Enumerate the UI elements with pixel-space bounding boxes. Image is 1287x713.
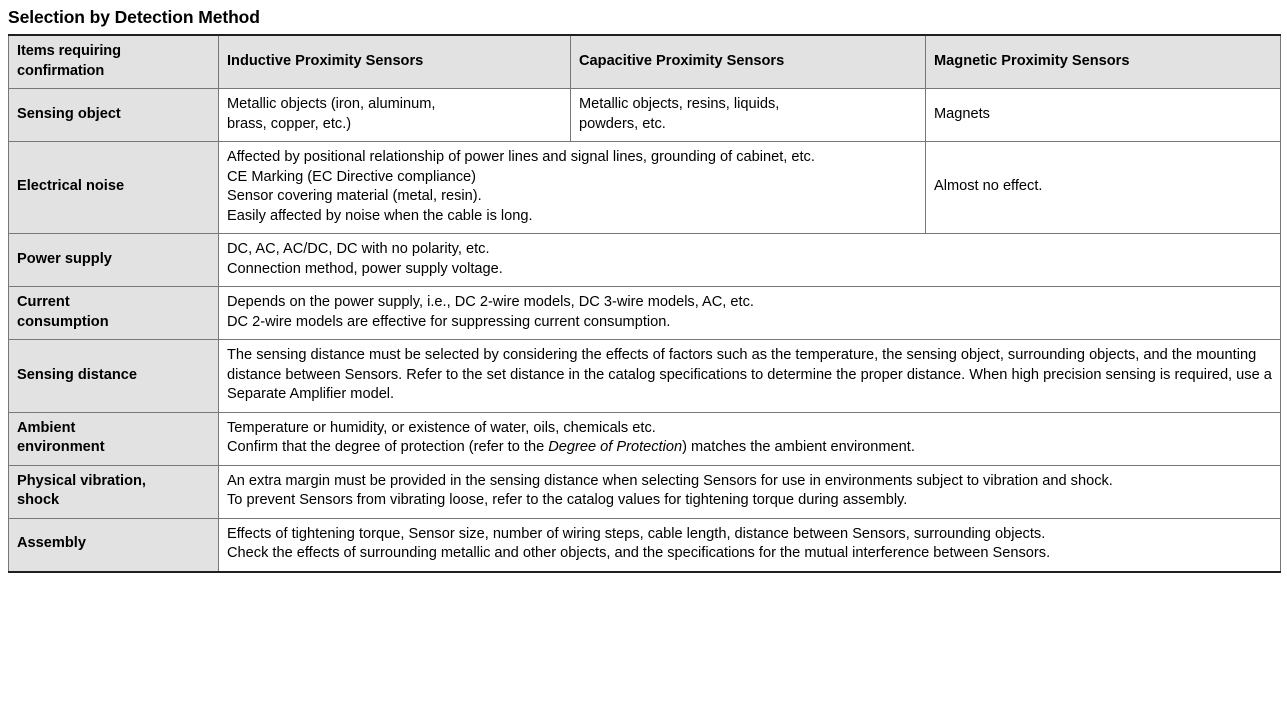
row-label-line-2: consumption [17,313,109,330]
table-row [9,287,1281,340]
column-header-line-2: confirmation [17,62,105,79]
cell-line: powders, etc. [579,115,666,132]
cell-line: Metallic objects, resins, liquids, [579,96,780,112]
table-row [9,89,1281,142]
cell-ambient-environment-all-sensors [219,412,1281,465]
cell-line: Connection method, power supply voltage. [227,260,503,277]
page-title: Selection by Detection Method [8,7,260,27]
table-row [9,465,1281,518]
cell-sensing-object-capacitive [571,89,926,142]
cell-line: brass, copper, etc.) [227,115,352,132]
cell-current-consumption-all-sensors [219,287,1281,340]
row-label-line-2: shock [17,492,60,508]
cell-line: Sensor covering material (metal, resin). [227,188,482,204]
cell-line: An extra margin must be provided in the sensing distance when selecting Sensors for use in environments subject to vibration and shock. [227,472,1113,489]
table-row [9,340,1281,413]
cell-line: Almost no effect. [934,178,1043,195]
row-label-sensing-object: Sensing object [9,89,219,142]
cell-text: ) matches the ambient environment. [682,439,915,455]
row-label-ambient-environment [9,412,219,465]
cell-line: Effects of tightening torque, Sensor size, number of wiring steps, cable length, distance between Sensors, surrounding objects. [227,525,1046,542]
row-label-current-consumption [9,287,219,340]
cell-line: Check the effects of surrounding metallic and other objects, and the specifications for the mutual interference between Sensors. [227,545,1051,561]
table-row [9,412,1281,465]
row-label-assembly: Assembly [9,518,219,572]
cell-line [227,419,1272,439]
column-header-magnetic-proximity-sensors: Magnetic Proximity Sensors [926,35,1281,89]
document-page [0,6,1287,713]
cell-line: DC, AC, AC/DC, DC with no polarity, etc. [227,241,490,257]
cell-line: Easily affected by noise when the cable is long. [227,207,533,224]
row-label-electrical-noise: Electrical noise [9,142,219,234]
row-label-physical-vibration-shock [9,465,219,518]
cell-line: Metallic objects (iron, aluminum, [227,96,436,112]
row-label-line-1: Current [17,294,70,310]
cell-line: Affected by positional relationship of power lines and signal lines, grounding of cabinet, etc. [227,149,815,165]
cell-line: The sensing distance must be selected by considering the effects of factors such as the temperature, the sensing object, surrounding objects, and the mounting distance between Sensors. Refer to the set distance in the catalog specifications to determine the proper distance. When high precision sensing is required, use a Separate Amplifier model. [227,347,1272,402]
row-label-sensing-distance: Sensing distance [9,340,219,413]
table-row [9,142,1281,234]
cell-line: To prevent Sensors from vibrating loose, refer to the catalog values for tightening torque during assembly. [227,492,908,508]
table-row [9,234,1281,287]
cell-text-italic: Degree of Protection [548,439,683,455]
cell-line [227,438,1272,458]
cell-line: Magnets [934,105,990,122]
selection-by-detection-method-table [8,34,1281,573]
cell-text: Confirm that the degree of protection (refer to the [227,439,549,455]
cell-text: Temperature or humidity, or existence of water, oils, chemicals etc. [227,419,656,436]
column-header-capacitive-proximity-sensors: Capacitive Proximity Sensors [571,35,926,89]
column-header-inductive-proximity-sensors: Inductive Proximity Sensors [219,35,571,89]
cell-line: CE Marking (EC Directive compliance) [227,168,476,185]
cell-line: DC 2-wire models are effective for suppressing current consumption. [227,313,671,330]
cell-line: Depends on the power supply, i.e., DC 2-wire models, DC 3-wire models, AC, etc. [227,294,754,310]
row-label-power-supply: Power supply [9,234,219,287]
row-label-line-1: Ambient [17,419,76,436]
table-header-row [9,35,1281,89]
cell-physical-vibration-shock-all-sensors [219,465,1281,518]
cell-sensing-object-inductive [219,89,571,142]
cell-assembly-all-sensors [219,518,1281,572]
column-header-items-requiring-confirmation [9,35,219,89]
cell-sensing-object-magnetic [926,89,1281,142]
row-label-line-2: environment [17,439,105,455]
table-header [9,35,1281,89]
column-header-line-1: Items requiring [17,43,121,59]
table-body [9,89,1281,572]
table-row [9,518,1281,572]
cell-electrical-noise-inductive-capacitive [219,142,926,234]
cell-sensing-distance-all-sensors [219,340,1281,413]
cell-power-supply-all-sensors [219,234,1281,287]
row-label-line-1: Physical vibration, [17,472,146,489]
cell-electrical-noise-magnetic [926,142,1281,234]
